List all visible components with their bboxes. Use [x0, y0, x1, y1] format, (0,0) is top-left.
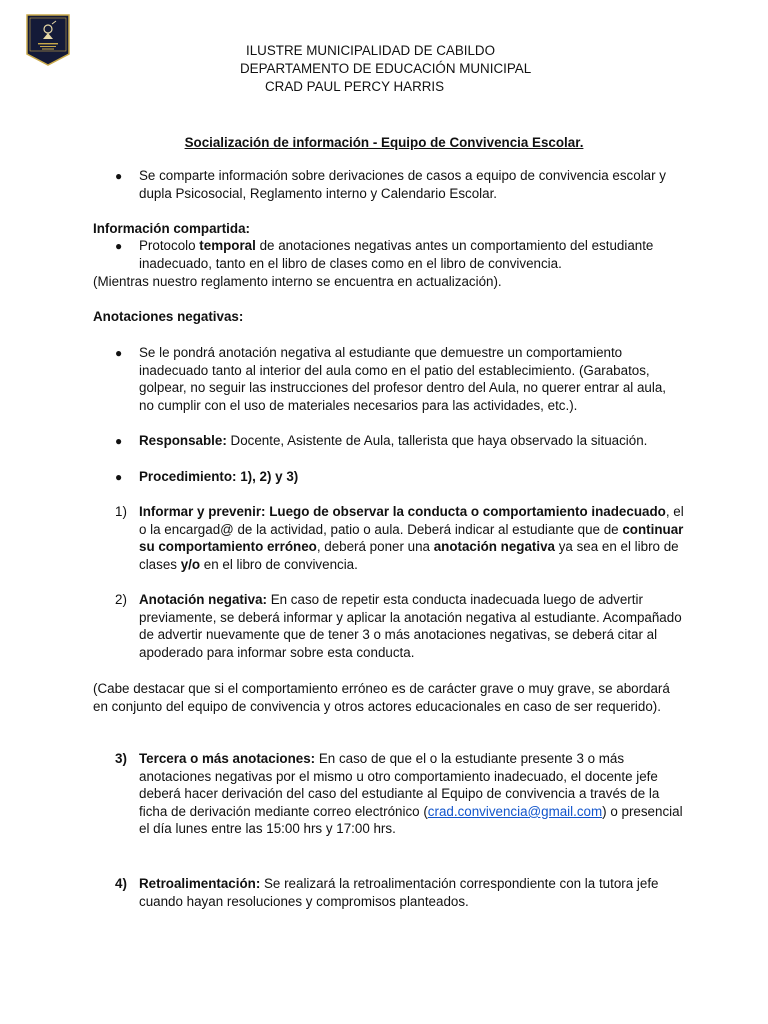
note-grave: (Cabe destacar que si el comportamiento erróneo es de carácter grave o muy grave, se abordará en conjunto del equipo de convivencia y otros actores educacionales en caso de ser requerido).: [93, 681, 670, 714]
bullet-icon: ●: [115, 470, 123, 484]
crest-icon: [26, 14, 70, 66]
step-number: 4): [115, 876, 127, 891]
bullet-icon: ●: [115, 169, 123, 183]
info-bullet: Protocolo temporal de anotaciones negativas antes un comportamiento del estudiante inadecuado, tanto en el libro de clases como en el libro de convivencia.: [139, 238, 654, 271]
anot-bullet-procedimiento: Procedimiento: 1), 2) y 3): [139, 469, 299, 484]
email-link[interactable]: crad.convivencia@gmail.com: [427, 803, 603, 819]
step-4-text: Retroalimentación: Se realizará la retroalimentación correspondiente con la tutora jefe cuando hayan resoluciones y compromisos planteados.: [139, 876, 659, 909]
header-municipality: ILUSTRE MUNICIPALIDAD DE CABILDO: [246, 43, 496, 58]
document-title: Socialización de información - Equipo de Convivencia Escolar.: [184, 135, 584, 150]
anot-bullet-1: Se le pondrá anotación negativa al estudiante que demuestre un comportamiento inadecuado tanto al interior del aula como en el patio del establecimiento. (Garabatos, golpear, no seguir las instrucciones del profesor dentro del Aula, no querer entrar al aula, no cumplir con el uso de materiales necesarios para las actividades, etc.).: [139, 345, 667, 413]
step-3-text: Tercera o más anotaciones: En caso de que el o la estudiante presente 3 o más anotaciones negativas por el mismo u otro comportamiento inadecuado, el docente jefe deberá hacer derivación del caso del estudiante al Equipo de convivencia a través de la ficha de derivación mediante correo electrónico (crad.convivencia@gmail.com) o presencial el día lunes entre las 15:00 hrs y 17:00 hrs.: [139, 751, 683, 837]
anot-bullet-responsable: Responsable: Docente, Asistente de Aula, tallerista que haya observado la situación.: [139, 433, 648, 448]
step-number: 2): [115, 592, 127, 607]
header-school: CRAD PAUL PERCY HARRIS: [265, 79, 445, 94]
step-number: 3): [115, 751, 127, 766]
anot-heading: Anotaciones negativas:: [93, 309, 244, 324]
info-heading: Información compartida:: [93, 221, 250, 236]
step-2-text: Anotación negativa: En caso de repetir esta conducta inadecuada luego de advertir previamente, se deberá informar y aplicar la anotación negativa al estudiante. Acompañado de advertir nuevamente que de tener 3 o más anotaciones negativas, se deberá citar al apoderado para informar sobre esta conducta.: [139, 592, 682, 660]
step-1-text: Informar y prevenir: Luego de observar la conducta o comportamiento inadecuado, el o la encargad@ de la actividad, patio o aula. Deberá indicar al estudiante que de continuar su comportamiento erróneo, deberá poner una anotación negativa ya sea en el libro de clases y/o en el libro de convivencia.: [139, 504, 684, 572]
info-note: (Mientras nuestro reglamento interno se encuentra en actualización).: [93, 274, 502, 289]
school-logo: [26, 14, 70, 66]
bullet-icon: ●: [115, 434, 123, 448]
step-number: 1): [115, 504, 127, 519]
intro-bullet: Se comparte información sobre derivaciones de casos a equipo de convivencia escolar y dupla Psicosocial, Reglamento interno y Calendario Escolar.: [139, 168, 666, 201]
bullet-icon: ●: [115, 239, 123, 253]
bullet-icon: ●: [115, 346, 123, 360]
header-department: DEPARTAMENTO DE EDUCACIÓN MUNICIPAL: [240, 61, 532, 76]
